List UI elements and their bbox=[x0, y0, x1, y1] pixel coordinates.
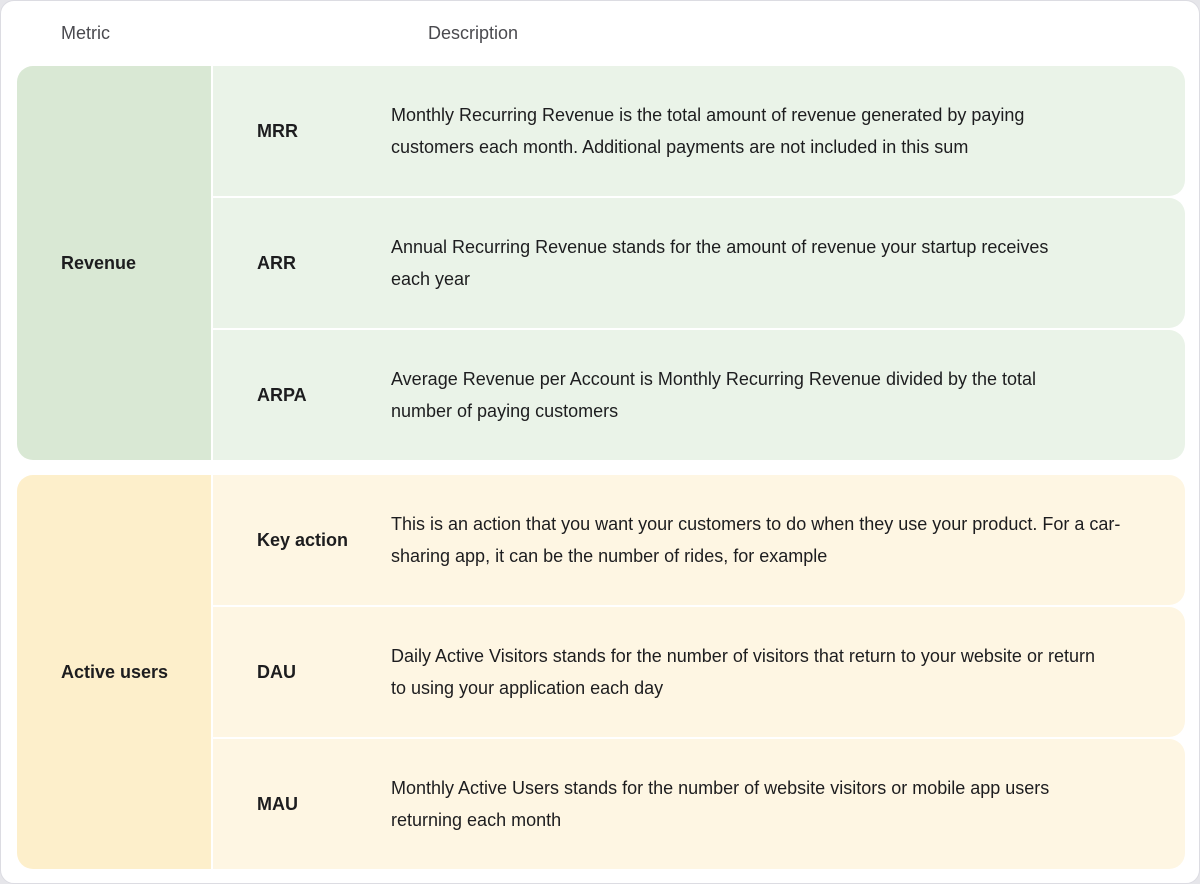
group-rows bbox=[213, 475, 1185, 869]
category-cell: Active users bbox=[17, 475, 211, 869]
metric-abbr: MRR bbox=[257, 120, 298, 141]
group-rows bbox=[213, 66, 1185, 460]
metric-description: Daily Active Visitors stands for the number of visitors that return to your website or return to using your application each day bbox=[391, 646, 1095, 698]
metric-abbr: Key action bbox=[257, 529, 349, 550]
table-row bbox=[213, 198, 1185, 328]
table-header bbox=[1, 1, 1199, 66]
metric-abbr: ARR bbox=[257, 252, 296, 273]
category-cell: Revenue bbox=[17, 66, 211, 460]
header-description: Description bbox=[428, 23, 519, 43]
metric-abbr: ARPA bbox=[257, 384, 307, 405]
table-row bbox=[213, 475, 1185, 605]
table-row bbox=[213, 739, 1185, 869]
metric-description: Monthly Active Users stands for the number of website visitors or mobile app users returning each month bbox=[391, 778, 1050, 830]
metric-description: Annual Recurring Revenue stands for the amount of revenue your startup receives each year bbox=[391, 237, 1049, 289]
group-active-users bbox=[17, 475, 1185, 869]
header-metric: Metric bbox=[61, 23, 110, 43]
metric-description: Average Revenue per Account is Monthly Recurring Revenue divided by the total number of paying customers bbox=[391, 369, 1037, 421]
metric-description: Monthly Recurring Revenue is the total amount of revenue generated by paying customers each month. Additional payments are not included in this sum bbox=[391, 105, 1025, 157]
metric-description: This is an action that you want your customers to do when they use your product. For a car-sharing app, it can be the number of rides, for example bbox=[391, 514, 1121, 566]
table-row bbox=[213, 66, 1185, 196]
table-row bbox=[213, 330, 1185, 460]
table-row bbox=[213, 607, 1185, 737]
group-revenue bbox=[17, 66, 1185, 460]
metric-abbr: DAU bbox=[257, 661, 296, 682]
metric-abbr: MAU bbox=[257, 793, 298, 814]
